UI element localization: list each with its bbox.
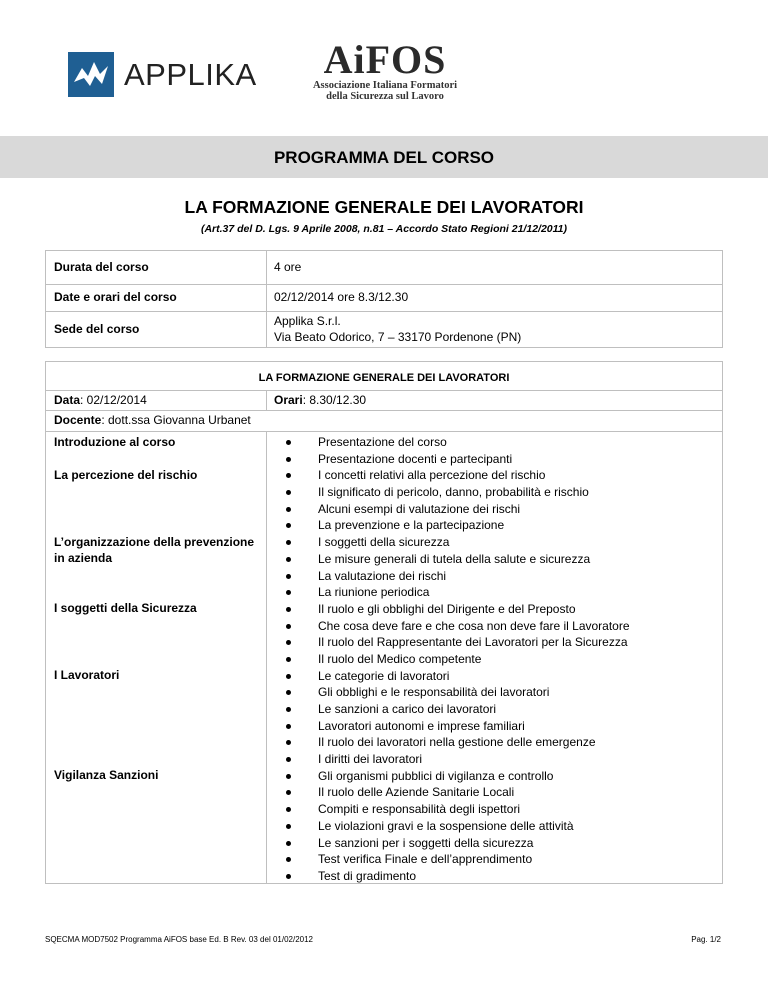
banner-title: PROGRAMMA DEL CORSO xyxy=(273,148,495,167)
topic-introduzione: Introduzione al corso xyxy=(54,435,176,449)
program-bullet-item: I diritti dei lavoratori xyxy=(274,751,714,768)
program-bullet-item: Il ruolo dei lavoratori nella gestione delle emergenze xyxy=(274,734,714,751)
applika-mark-icon xyxy=(68,52,114,97)
sede-line-2: Via Beato Odorico, 7 – 33170 Pordenone (PN) xyxy=(274,330,522,344)
docente-field xyxy=(54,413,251,428)
program-bullet-item: La prevenzione e la partecipazione xyxy=(274,517,714,534)
course-subtitle: (Art.37 del D. Lgs. 9 Aprile 2008, n.81 – Accordo Stato Regioni 21/12/2011) xyxy=(200,223,568,235)
title-banner xyxy=(0,136,768,178)
program-bullet-item: Le categorie di lavoratori xyxy=(274,668,714,685)
orari-field xyxy=(274,393,366,408)
divider xyxy=(266,390,267,410)
topic-soggetti-sicurezza: I soggetti della Sicurezza xyxy=(54,601,197,615)
orari-label: Orari xyxy=(274,393,303,407)
program-bullet-item: Il ruolo del Rappresentante dei Lavoratori per la Sicurezza xyxy=(274,634,714,651)
program-bullet-item: La valutazione dei rischi xyxy=(274,568,714,585)
program-bullet-item: Il ruolo delle Aziende Sanitarie Locali xyxy=(274,784,714,801)
aifos-logo xyxy=(300,37,470,105)
program-bullet-item: Gli obblighi e le responsabilità dei lavoratori xyxy=(274,684,714,701)
program-bullet-item: Il ruolo del Medico competente xyxy=(274,651,714,668)
program-bullet-item: Lavoratori autonomi e imprese familiari xyxy=(274,718,714,735)
topic-column-divider xyxy=(266,431,267,883)
program-bullet-item: Alcuni esempi di valutazione dei rischi xyxy=(274,501,714,518)
sede-label: Sede del corso xyxy=(54,322,140,336)
topic-organizzazione-prevenzione: L’organizzazione della prevenzione in azienda xyxy=(54,535,255,565)
applika-logo xyxy=(68,52,257,97)
course-info-table xyxy=(45,250,723,348)
program-bullet-list xyxy=(274,434,714,885)
data-field xyxy=(54,393,147,408)
program-bullet-item: Compiti e responsabilità degli ispettori xyxy=(274,801,714,818)
docente-value: : dott.ssa Giovanna Urbanet xyxy=(101,413,251,427)
topic-vigilanza-sanzioni: Vigilanza Sanzioni xyxy=(54,768,159,782)
divider xyxy=(46,410,722,411)
program-bullet-item: Gli organismi pubblici di vigilanza e controllo xyxy=(274,768,714,785)
program-bullet-item: Le sanzioni a carico dei lavoratori xyxy=(274,701,714,718)
data-value: : 02/12/2014 xyxy=(80,393,147,407)
program-heading: LA FORMAZIONE GENERALE DEI LAVORATORI xyxy=(258,372,510,384)
program-bullet-item: I concetti relativi alla percezione del rischio xyxy=(274,467,714,484)
divider xyxy=(46,390,722,391)
footer-document-code: SQECMA MOD7502 Programma AiFOS base Ed. B Rev. 03 del 01/02/2012 xyxy=(45,935,313,944)
divider xyxy=(46,431,722,432)
footer-page-number: Pag. 1/2 xyxy=(691,935,721,944)
aifos-wordmark: AiFOS xyxy=(323,37,447,82)
date-value: 02/12/2014 ore 8.3/12.30 xyxy=(274,290,409,304)
info-row-date xyxy=(46,284,722,312)
info-row-sede xyxy=(46,312,722,347)
program-bullet-item: Il ruolo e gli obblighi del Dirigente e del Preposto xyxy=(274,601,714,618)
program-bullet-item: I soggetti della sicurezza xyxy=(274,534,714,551)
topic-percezione-rischio: La percezione del rischio xyxy=(54,468,198,482)
date-label: Date e orari del corso xyxy=(54,290,177,304)
durata-label: Durata del corso xyxy=(54,260,149,274)
applika-wordmark: APPLIKA xyxy=(124,57,257,92)
program-bullet-item: Presentazione docenti e partecipanti xyxy=(274,451,714,468)
program-bullet-item: Test di gradimento xyxy=(274,868,714,885)
durata-value: 4 ore xyxy=(274,260,302,274)
program-bullet-item: Le sanzioni per i soggetti della sicurezza xyxy=(274,835,714,852)
orari-value: : 8.30/12.30 xyxy=(302,393,367,407)
program-bullet-item: La riunione periodica xyxy=(274,584,714,601)
aifos-tagline-2: della Sicurezza sul Lavoro xyxy=(326,91,444,102)
aifos-tagline-1: Associazione Italiana Formatori xyxy=(312,80,458,91)
program-table xyxy=(45,361,723,884)
program-bullet-item: Presentazione del corso xyxy=(274,434,714,451)
program-bullet-item: Che cosa deve fare e che cosa non deve fare il Lavoratore xyxy=(274,618,714,635)
program-bullet-item: Le violazioni gravi e la sospensione delle attività xyxy=(274,818,714,835)
data-label: Data xyxy=(54,393,81,407)
program-bullet-item: Le misure generali di tutela della salute e sicurezza xyxy=(274,551,714,568)
sede-line-1: Applika S.r.l. xyxy=(274,314,341,328)
docente-label: Docente xyxy=(54,413,102,427)
course-title: LA FORMAZIONE GENERALE DEI LAVORATORI xyxy=(184,197,584,217)
program-bullet-item: Il significato di pericolo, danno, probabilità e rischio xyxy=(274,484,714,501)
info-row-durata xyxy=(46,251,722,285)
topic-lavoratori: I Lavoratori xyxy=(54,668,120,682)
program-bullet-item: Test verifica Finale e dell’apprendimento xyxy=(274,851,714,868)
